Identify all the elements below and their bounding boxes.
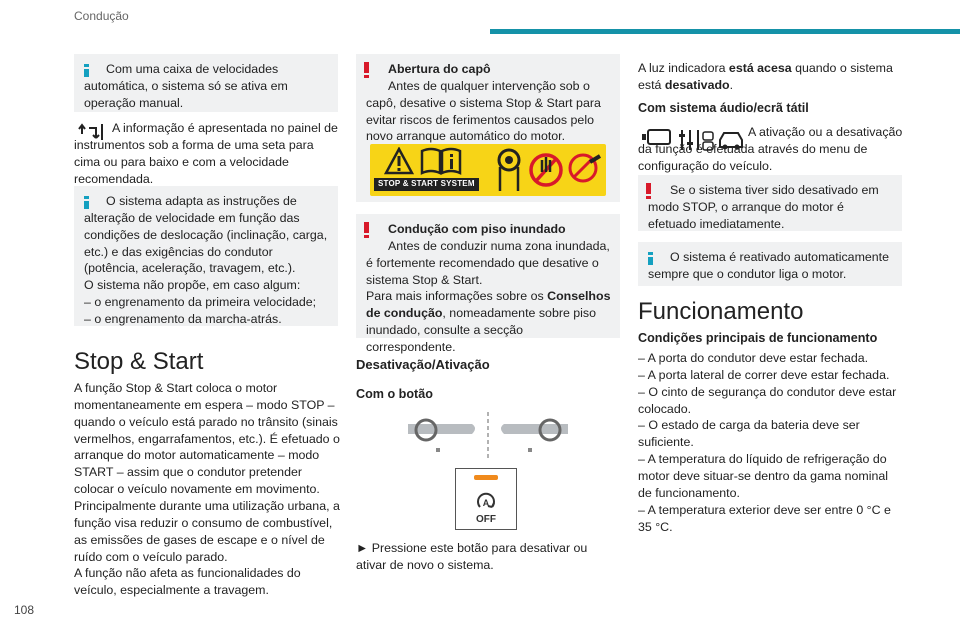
indicator-light (474, 475, 498, 480)
condition-item: – A porta do condutor deve estar fechada. (638, 351, 869, 365)
info-icon (84, 64, 89, 77)
condition-item: – O cinto de segurança do condutor deve estar colocado. (638, 384, 897, 416)
info-line-3: – o engrenamento da primeira velocidade; (84, 295, 317, 310)
page-number: 108 (14, 603, 35, 617)
warning-text: Se o sistema tiver sido desativado em modo STOP, o arranque do motor é efetuado imediatamente. (648, 183, 879, 231)
conditions-heading: Condições principais de funcionamento (638, 331, 878, 345)
body-paragraph-2: Principalmente durante uma utilização urbana, a função visa reduzir o consumo de combustível, as emissões de gases de escape e o nível de ruído com o veículo parado. (74, 499, 340, 564)
condition-item: – A temperatura exterior deve ser entre 0 °C e 35 °C. (638, 502, 891, 534)
info-text: O sistema é reativado automaticamente sempre que o condutor liga o motor. (648, 250, 890, 281)
warning-title: Abertura do capô (388, 62, 491, 76)
body-paragraph-1: A função Stop & Start coloca o motor momentaneamente em espera – modo STOP – quando o veículo está parado no trânsito (sinais vermelhos, engarrafamentos, etc.). É efetuado o arranque do motor automaticamente – modo START – assim que o condutor pretender colocar o veículo novamente em movimento. (74, 381, 340, 497)
section-title-stop-start: Stop & Start (74, 348, 204, 375)
stop-start-warning-label (370, 144, 606, 196)
info-box-gear-conditions (74, 186, 338, 326)
warning-title: Condução com piso inundado (388, 222, 566, 236)
info-icon (648, 252, 653, 265)
driving-advice-link: Conselhos de condução (366, 289, 611, 321)
info-line-4: – o engrenamento da marcha-atrás. (84, 312, 282, 327)
banner-label: STOP & START SYSTEM (374, 178, 479, 191)
auto-letter: A (482, 498, 490, 508)
no-hand-icon (528, 146, 564, 194)
warning-icon (364, 62, 369, 78)
hazard-triangle-icon (384, 147, 414, 175)
audio-system-paragraph: A ativação ou a desativação da função é efetuada através do menu de configuração do veículo. (638, 125, 903, 173)
dashboard-button-location-icon (400, 410, 576, 458)
warning-text: Antes de qualquer intervenção sob o capô, desative o sistema Stop & Start para evitar riscos de ferimentos causados pelo novo arranque automático do motor. (366, 78, 601, 144)
body-paragraph-3: A função não afeta as funcionalidades do veículo, especialmente a travagem. (74, 566, 301, 598)
info-line-2: O sistema não propõe, em caso algum: (84, 278, 301, 293)
button-instruction: ► Pressione este botão para desativar ou ativar de novo o sistema. (356, 541, 588, 572)
with-button-heading: Com o botão (356, 387, 433, 401)
audio-system-heading: Com sistema áudio/ecrã tátil (638, 101, 809, 115)
conditions-list (638, 350, 904, 535)
no-engine-access-icon (568, 152, 602, 184)
info-icon (84, 196, 89, 209)
header-accent-bar (490, 29, 960, 34)
warning-icon (646, 183, 651, 199)
warning-box-stop-mode (638, 175, 902, 231)
stop-start-body (74, 380, 340, 599)
indicator-paragraph: A luz indicadora está acesa quando o sistema está desativado. (638, 61, 893, 92)
warning-box-flooded-road (356, 214, 620, 355)
condition-item: – O estado de carga da bateria deve ser suficiente. (638, 418, 860, 450)
warning-text: Antes de conduzir numa zona inundada, é fortemente recomendado que desative o sistema Stop & Start. (366, 238, 610, 287)
manual-book-icon (420, 147, 462, 175)
section-title-operation: Funcionamento (638, 298, 804, 325)
info-line-1: O sistema adapta as instruções de alteração de velocidade em função das condições de deslocação (inclinação, carga, etc.) e das exigências do condutor (potência, aceleração, travagem, etc.). (84, 194, 328, 276)
stop-start-off-button[interactable] (455, 468, 517, 530)
fan-belt-icon (494, 147, 524, 193)
running-header: Condução (74, 9, 129, 23)
condition-item: – A porta lateral de correr deve estar fechada. (638, 367, 890, 382)
off-label: OFF (476, 514, 496, 525)
condition-item: – A temperatura do líquido de refrigeração do motor deve situar-se dentro da gama nominal de funcionamento. (638, 452, 889, 500)
auto-stop-start-icon (475, 491, 497, 513)
warning-more: Para mais informações sobre os Conselhos de condução, nomeadamente sobre piso inundado, consulte a secção correspondente. (366, 289, 611, 355)
arrow-info-paragraph: A informação é apresentada no painel de instrumentos sob a forma de uma seta para cima ou para baixo e com a velocidade recomendada. (74, 121, 338, 186)
info-text: Com uma caixa de velocidades automática, o sistema só se ativa em operação manual. (84, 62, 288, 110)
warning-icon (364, 222, 369, 238)
info-box-reactivation (638, 242, 902, 286)
info-box-automatic-gearbox (74, 54, 338, 112)
subsection-title-deactivation: Desativação/Ativação (356, 357, 490, 372)
